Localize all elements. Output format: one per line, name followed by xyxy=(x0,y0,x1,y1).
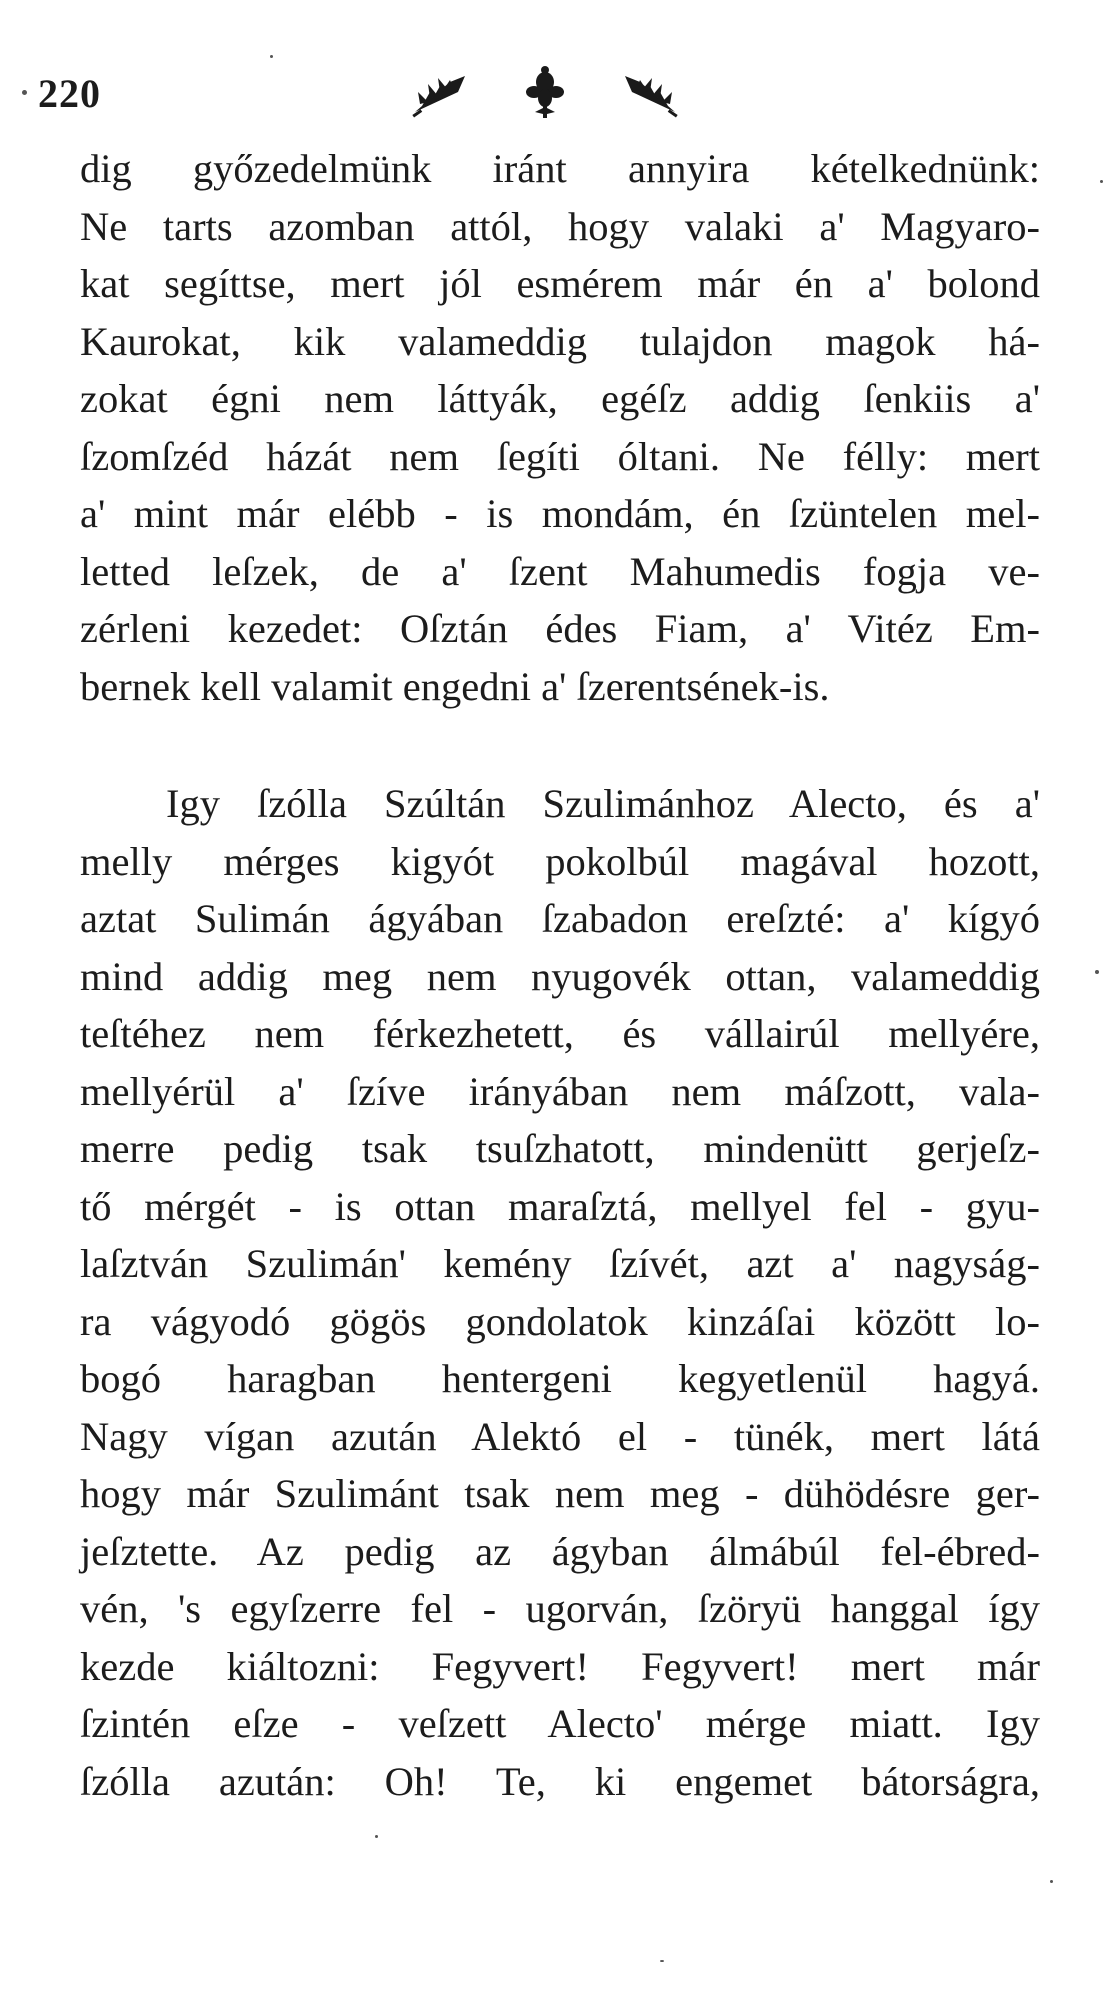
text-line: hogy már Szulimánt tsak nem meg - dühödésre ger- xyxy=(80,1471,1040,1516)
feather-icon xyxy=(412,76,465,118)
paragraph-2 xyxy=(80,775,1040,1810)
text-line: teſtéhez nem férkezhetett, és vállairúl mellyére, xyxy=(80,1011,1040,1056)
paper-speck xyxy=(270,55,273,58)
text-line: Igy ſzólla Szúltán Szulimánhoz Alecto, és a' xyxy=(166,781,1040,826)
text-line: dig győzedelmünk iránt annyira kételkednünk: xyxy=(80,146,1040,191)
text-line: zérleni kezedet: Oſztán édes Fiam, a' Vitéz Em- xyxy=(80,606,1040,651)
text-line: letted leſzek, de a' ſzent Mahumedis fogja ve- xyxy=(80,548,1040,594)
text-line: ſzintén eſze - veſzett Alecto' mérge miatt. Igy xyxy=(80,1701,1040,1746)
text-line: jeſztette. Az pedig az ágyban álmábúl fel-ébred- xyxy=(80,1528,1040,1574)
text-line: tő mérgét - is ottan maraſztá, mellyel fel - gyu- xyxy=(80,1183,1040,1229)
feather-icon xyxy=(625,76,678,118)
text-line: Kaurokat, kik valameddig tulajdon magok há- xyxy=(80,318,1040,364)
text-line: zokat égni nem láttyák, egéſz addig ſenkiis a' xyxy=(80,376,1040,421)
paper-speck xyxy=(375,1835,378,1838)
text-line: bernek kell valamit engedni a' ſzerentsének-is. xyxy=(80,663,830,709)
text-line: a' mint már elébb - is mondám, én ſzüntelen mel- xyxy=(80,491,1040,536)
text-line: Ne tarts azomban attól, hogy valaki a' Magyaro- xyxy=(80,203,1040,249)
text-line: mind addig meg nem nyugovék ottan, valameddig xyxy=(80,953,1040,999)
paper-speck xyxy=(1050,1880,1053,1883)
header-ornament xyxy=(410,62,680,122)
text-line: aztat Sulimán ágyában ſzabadon ereſzté: a' kígyó xyxy=(80,896,1040,941)
text-line: ra vágyodó gögös gondolatok kinzáſai között lo- xyxy=(80,1298,1040,1344)
text-line: kat segíttse, mert jól esmérem már én a' bolond xyxy=(80,261,1040,306)
text-line: kezde kiáltozni: Fegyvert! Fegyvert! mert már xyxy=(80,1643,1040,1689)
text-line: laſztván Szulimán' kemény ſzívét, azt a' nagyság- xyxy=(80,1241,1040,1286)
flower-icon xyxy=(526,66,564,118)
paper-speck xyxy=(1100,180,1103,183)
text-line: ſzólla azután: Oh! Te, ki engemet bátorságra, xyxy=(80,1758,1040,1804)
paper-speck xyxy=(22,90,27,95)
text-line: mellyérül a' ſzíve irányában nem máſzott, vala- xyxy=(80,1068,1040,1114)
text-line: bogó haragban hentergeni kegyetlenül hagyá. xyxy=(80,1356,1040,1401)
page-number: 220 xyxy=(38,71,101,116)
text-line: ſzomſzéd házát nem ſegíti óltani. Ne félly: mert xyxy=(80,433,1040,479)
text-line: vén, 's egyſzerre fel - ugorván, ſzöryü hanggal így xyxy=(80,1586,1040,1631)
paper-speck xyxy=(1095,970,1099,974)
text-line: merre pedig tsak tsuſzhatott, mindenütt gerjeſz- xyxy=(80,1126,1040,1171)
paper-speck xyxy=(660,1960,664,1962)
text-line: Nagy vígan azután Alektó el - tünék, mert látá xyxy=(80,1413,1040,1459)
paragraph-1 xyxy=(80,140,1040,715)
text-line: melly mérges kigyót pokolbúl magával hozott, xyxy=(80,838,1040,884)
